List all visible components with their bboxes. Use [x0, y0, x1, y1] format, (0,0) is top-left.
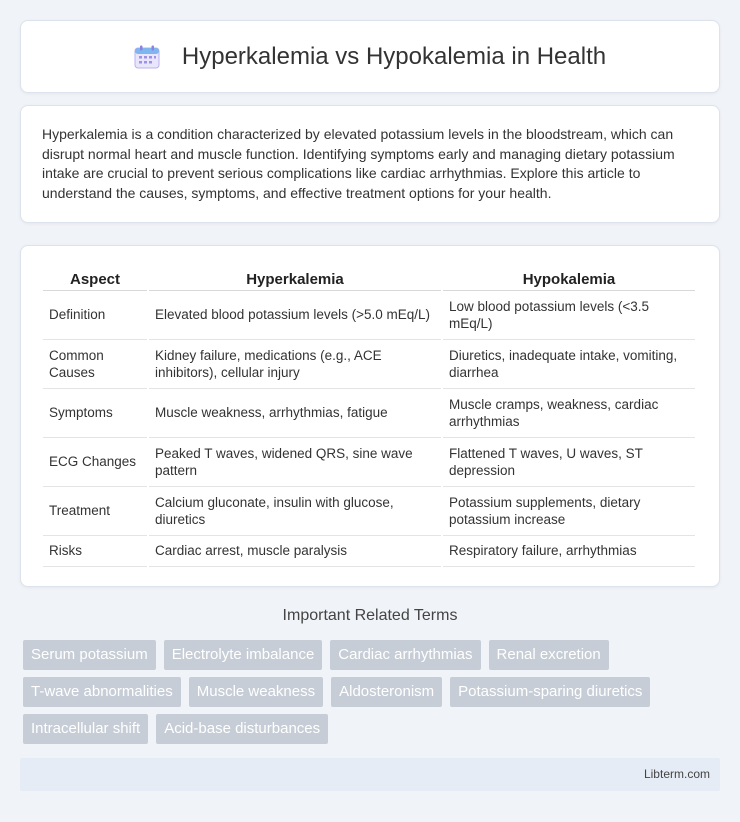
- table-row: [43, 291, 695, 340]
- tag-cardiac-arrhythmias[interactable]: Cardiac arrhythmias: [330, 640, 480, 670]
- cell-hypokalemia: Respiratory failure, arrhythmias: [443, 536, 695, 567]
- cell-aspect: Risks: [43, 536, 147, 567]
- footer-site-link[interactable]: Libterm.com: [643, 767, 710, 781]
- table-row: [43, 536, 695, 567]
- table-row: [43, 438, 695, 487]
- cell-aspect: Common Causes: [43, 340, 147, 389]
- tag-aldosteronism[interactable]: Aldosteronism: [331, 677, 442, 707]
- cell-hyperkalemia: Muscle weakness, arrhythmias, fatigue: [149, 389, 441, 438]
- table-header-row: [43, 266, 695, 291]
- tag-acid-base-disturbances[interactable]: Acid-base disturbances: [156, 714, 328, 744]
- calendar-icon: [134, 45, 160, 69]
- cell-hypokalemia: Flattened T waves, U waves, ST depression: [443, 438, 695, 487]
- column-header-aspect: Aspect: [43, 266, 147, 291]
- cell-hypokalemia: Low blood potassium levels (<3.5 mEq/L): [443, 291, 695, 340]
- table-row: [43, 487, 695, 536]
- comparison-table-card: [20, 245, 720, 587]
- cell-hyperkalemia: Calcium gluconate, insulin with glucose, diuretics: [149, 487, 441, 536]
- cell-hyperkalemia: Elevated blood potassium levels (>5.0 mEq/L): [149, 291, 441, 340]
- cell-aspect: Definition: [43, 291, 147, 340]
- tag-renal-excretion[interactable]: Renal excretion: [489, 640, 609, 670]
- cell-hyperkalemia: Kidney failure, medications (e.g., ACE inhibitors), cellular injury: [149, 340, 441, 389]
- cell-aspect: ECG Changes: [43, 438, 147, 487]
- tag-serum-potassium[interactable]: Serum potassium: [23, 640, 156, 670]
- table-row: [43, 389, 695, 438]
- page-title: Hyperkalemia vs Hypokalemia in Health: [181, 42, 607, 70]
- cell-hypokalemia: Diuretics, inadequate intake, vomiting, diarrhea: [443, 340, 695, 389]
- column-header-hypokalemia: Hypokalemia: [443, 266, 695, 291]
- column-header-hyperkalemia: Hyperkalemia: [149, 266, 441, 291]
- intro-card: [20, 105, 720, 223]
- related-terms-heading: Important Related Terms: [282, 607, 458, 624]
- cell-hypokalemia: Potassium supplements, dietary potassium increase: [443, 487, 695, 536]
- tag-intracellular-shift[interactable]: Intracellular shift: [23, 714, 148, 744]
- cell-aspect: Symptoms: [43, 389, 147, 438]
- tag-t-wave-abnormalities[interactable]: T-wave abnormalities: [23, 677, 181, 707]
- tag-electrolyte-imbalance[interactable]: Electrolyte imbalance: [164, 640, 323, 670]
- footer: [20, 758, 720, 791]
- cell-hyperkalemia: Cardiac arrest, muscle paralysis: [149, 536, 441, 567]
- comparison-table: [41, 266, 697, 567]
- header-card: [20, 20, 720, 93]
- cell-aspect: Treatment: [43, 487, 147, 536]
- tag-potassium-sparing-diuretics[interactable]: Potassium-sparing diuretics: [450, 677, 650, 707]
- cell-hypokalemia: Muscle cramps, weakness, cardiac arrhythmias: [443, 389, 695, 438]
- related-terms-list: [23, 640, 713, 751]
- table-row: [43, 340, 695, 389]
- cell-hyperkalemia: Peaked T waves, widened QRS, sine wave pattern: [149, 438, 441, 487]
- intro-paragraph: Hyperkalemia is a condition characterized by elevated potassium levels in the bloodstream, which can disrupt normal heart and muscle function. Identifying symptoms early and managing dietary potassium intake are crucial to prevent serious complications like cardiac arrhythmias. Explore this article to understand the causes, symptoms, and effective treatment options for your health.: [42, 126, 675, 201]
- tag-muscle-weakness[interactable]: Muscle weakness: [189, 677, 323, 707]
